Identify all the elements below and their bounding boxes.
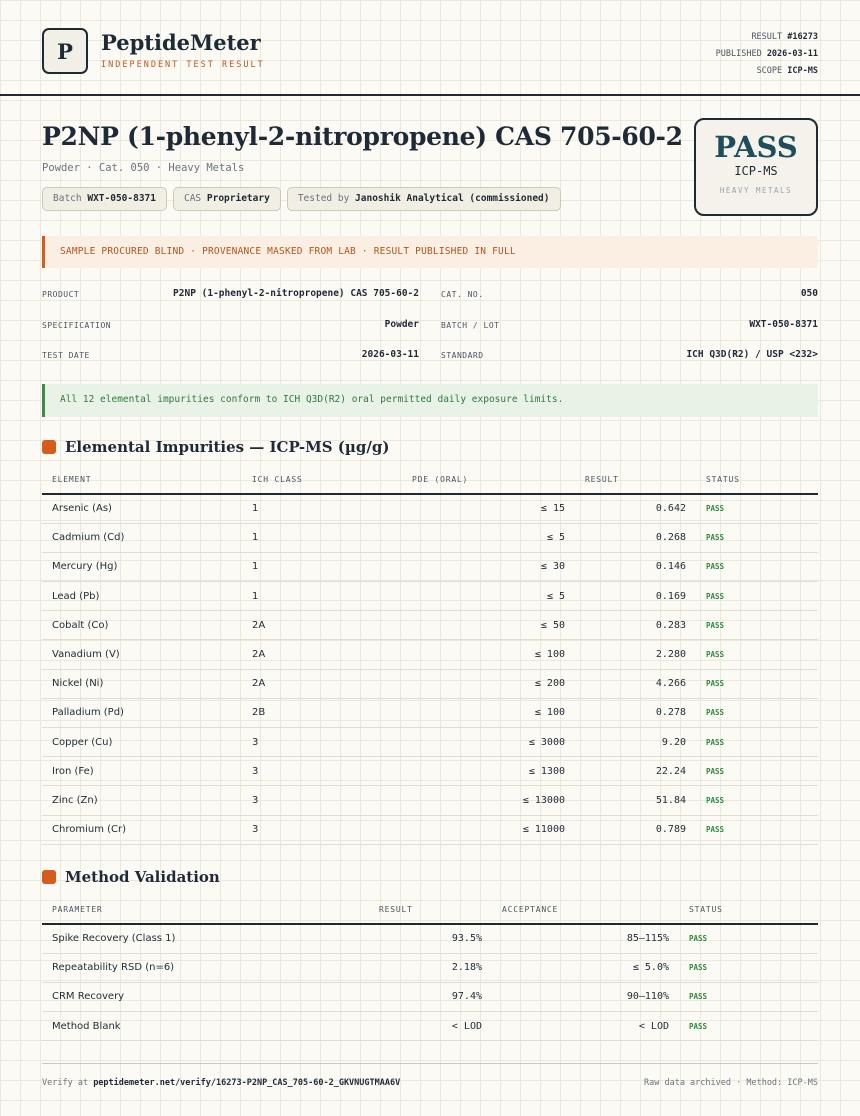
- ich-class: 3: [242, 757, 402, 786]
- result-value: 4.266: [575, 669, 696, 698]
- table-row: [42, 582, 818, 611]
- status-badge: PASS: [696, 640, 818, 669]
- chip-batch-value: WXT-050-8371: [87, 193, 156, 204]
- parameter-name: Method Blank: [42, 1012, 369, 1041]
- pde-limit: ≤ 15: [402, 494, 575, 523]
- status-badge: PASS: [696, 786, 818, 815]
- parameter-name: Spike Recovery (Class 1): [42, 924, 369, 953]
- result-value: 2.280: [575, 640, 696, 669]
- impurities-header-row: [42, 466, 818, 494]
- section-marker-icon: [42, 870, 56, 884]
- info-row: [42, 347, 818, 367]
- pde-limit: ≤ 100: [402, 640, 575, 669]
- info-label-test-date: TEST DATE: [42, 351, 90, 360]
- element-name: Cobalt (Co): [42, 611, 242, 640]
- pde-limit: ≤ 3000: [402, 728, 575, 757]
- col-parameter: PARAMETER: [42, 896, 369, 924]
- chip-tested-by: [287, 187, 561, 211]
- status-badge: PASS: [696, 523, 818, 552]
- table-row: [42, 953, 818, 982]
- info-label-standard: STANDARD: [441, 351, 484, 360]
- table-row: [42, 982, 818, 1011]
- ich-class: 3: [242, 815, 402, 844]
- result-value: 0.642: [575, 494, 696, 523]
- table-row: [42, 640, 818, 669]
- meta-scope-label: SCOPE: [756, 66, 783, 76]
- meta-scope: [716, 63, 818, 80]
- validation-result: 97.4%: [369, 982, 492, 1011]
- product-subtitle: Powder · Cat. 050 · Heavy Metals: [42, 162, 245, 174]
- acceptance-range: < LOD: [492, 1012, 679, 1041]
- element-name: Iron (Fe): [42, 757, 242, 786]
- badge-scope: HEAVY METALS: [719, 186, 793, 195]
- pde-limit: ≤ 30: [402, 552, 575, 581]
- element-name: Arsenic (As): [42, 494, 242, 523]
- verify-link[interactable]: peptidemeter.net/verify/16273-P2NP_CAS_705-60-2_GKVNUGTMAA6V: [93, 1078, 401, 1088]
- ich-class: 2A: [242, 640, 402, 669]
- chip-cas-value: Proprietary: [206, 193, 270, 204]
- parameter-name: Repeatability RSD (n=6): [42, 953, 369, 982]
- table-row: [42, 728, 818, 757]
- validation-result: < LOD: [369, 1012, 492, 1041]
- pde-limit: ≤ 5: [402, 582, 575, 611]
- ich-class: 1: [242, 582, 402, 611]
- info-row: [42, 317, 818, 337]
- ich-class: 1: [242, 494, 402, 523]
- col-acceptance: ACCEPTANCE: [492, 896, 679, 924]
- element-name: Palladium (Pd): [42, 698, 242, 727]
- meta-result: [716, 29, 818, 46]
- ich-class: 2A: [242, 669, 402, 698]
- product-title: P2NP (1-phenyl-2-nitropropene) CAS 705-60-2: [42, 122, 683, 151]
- table-row: [42, 523, 818, 552]
- table-row: [42, 757, 818, 786]
- meta-published-value: 2026-03-11: [766, 49, 818, 59]
- status-badge: PASS: [696, 757, 818, 786]
- element-name: Copper (Cu): [42, 728, 242, 757]
- pde-limit: ≤ 200: [402, 669, 575, 698]
- validation-result: 93.5%: [369, 924, 492, 953]
- result-value: 22.24: [575, 757, 696, 786]
- parameter-name: CRM Recovery: [42, 982, 369, 1011]
- col-validation-result: RESULT: [369, 896, 492, 924]
- meta-result-label: RESULT: [751, 32, 783, 42]
- col-element: ELEMENT: [42, 466, 242, 494]
- element-name: Mercury (Hg): [42, 552, 242, 581]
- status-badge: PASS: [679, 924, 818, 953]
- verify-prefix: Verify at: [42, 1078, 89, 1088]
- conformance-notice: All 12 elemental impurities conform to ICH Q3D(R2) oral permitted daily exposure limits.: [42, 384, 818, 417]
- info-value-standard: ICH Q3D(R2) / USP <232>: [686, 349, 818, 360]
- col-ich-class: ICH CLASS: [242, 466, 402, 494]
- chip-batch-label: Batch: [53, 193, 82, 204]
- impurities-table: [42, 466, 818, 845]
- element-name: Zinc (Zn): [42, 786, 242, 815]
- pde-limit: ≤ 11000: [402, 815, 575, 844]
- page-footer: [42, 1063, 818, 1088]
- status-badge: PASS: [696, 494, 818, 523]
- product-chips: [42, 187, 561, 211]
- status-badge: PASS: [696, 728, 818, 757]
- provenance-notice: SAMPLE PROCURED BLIND · PROVENANCE MASKED FROM LAB · RESULT PUBLISHED IN FULL: [42, 236, 818, 268]
- acceptance-range: ≤ 5.0%: [492, 953, 679, 982]
- brand-name: PeptideMeter: [101, 30, 261, 55]
- chip-batch: [42, 187, 167, 211]
- brand-logo[interactable]: P: [42, 28, 88, 74]
- table-row: [42, 611, 818, 640]
- table-row: [42, 1012, 818, 1041]
- validation-table: [42, 896, 818, 1041]
- info-value-test-date: 2026-03-11: [361, 349, 419, 360]
- badge-verdict: PASS: [714, 130, 798, 164]
- status-badge: PASS: [696, 698, 818, 727]
- meta-published-label: PUBLISHED: [715, 49, 762, 59]
- status-badge: PASS: [696, 611, 818, 640]
- table-row: [42, 698, 818, 727]
- acceptance-range: 90–110%: [492, 982, 679, 1011]
- table-row: [42, 552, 818, 581]
- ich-class: 1: [242, 523, 402, 552]
- result-value: 0.268: [575, 523, 696, 552]
- status-badge: PASS: [696, 669, 818, 698]
- info-value-specification: Powder: [384, 319, 419, 330]
- pass-badge: [694, 118, 818, 216]
- element-name: Cadmium (Cd): [42, 523, 242, 552]
- chip-tested-by-value: Janoshik Analytical (commissioned): [355, 193, 550, 204]
- impurities-title: Elemental Impurities — ICP-MS (µg/g): [65, 438, 390, 456]
- result-value: 0.278: [575, 698, 696, 727]
- result-meta: [716, 29, 818, 80]
- impurities-heading: [42, 438, 389, 456]
- info-row: [42, 286, 818, 306]
- table-row: [42, 786, 818, 815]
- table-row: [42, 924, 818, 953]
- ich-class: 3: [242, 728, 402, 757]
- pde-limit: ≤ 1300: [402, 757, 575, 786]
- element-name: Nickel (Ni): [42, 669, 242, 698]
- validation-header-row: [42, 896, 818, 924]
- info-value-product: P2NP (1-phenyl-2-nitropropene) CAS 705-60-2: [173, 288, 419, 299]
- result-value: 9.20: [575, 728, 696, 757]
- chip-cas-label: CAS: [183, 193, 202, 204]
- meta-result-value: #16273: [787, 32, 818, 42]
- pde-limit: ≤ 100: [402, 698, 575, 727]
- brand-tagline: INDEPENDENT TEST RESULT: [101, 60, 265, 70]
- status-badge: PASS: [679, 1012, 818, 1041]
- info-value-batch: WXT-050-8371: [749, 319, 818, 330]
- chip-cas: [173, 187, 281, 211]
- footer-archive-note: Raw data archived · Method: ICP-MS: [644, 1078, 818, 1088]
- col-validation-status: STATUS: [679, 896, 818, 924]
- status-badge: PASS: [696, 815, 818, 844]
- result-value: 51.84: [575, 786, 696, 815]
- pde-limit: ≤ 13000: [402, 786, 575, 815]
- info-label-cat-no: CAT. NO.: [441, 290, 484, 299]
- result-value: 0.146: [575, 552, 696, 581]
- col-result: RESULT: [575, 466, 696, 494]
- status-badge: PASS: [696, 552, 818, 581]
- ich-class: 2B: [242, 698, 402, 727]
- status-badge: PASS: [679, 982, 818, 1011]
- chip-tested-by-label: Tested by: [297, 193, 350, 204]
- validation-result: 2.18%: [369, 953, 492, 982]
- status-badge: PASS: [696, 582, 818, 611]
- result-value: 0.169: [575, 582, 696, 611]
- pde-limit: ≤ 50: [402, 611, 575, 640]
- meta-scope-value: ICP-MS: [787, 66, 818, 76]
- validation-heading: [42, 868, 220, 886]
- validation-title: Method Validation: [65, 868, 220, 886]
- col-pde: PDE (ORAL): [402, 466, 575, 494]
- badge-method: ICP-MS: [734, 164, 778, 178]
- page-header: [0, 0, 860, 96]
- status-badge: PASS: [679, 953, 818, 982]
- pde-limit: ≤ 5: [402, 523, 575, 552]
- info-label-product: PRODUCT: [42, 290, 80, 299]
- ich-class: 1: [242, 552, 402, 581]
- ich-class: 3: [242, 786, 402, 815]
- section-marker-icon: [42, 440, 56, 454]
- table-row: [42, 669, 818, 698]
- info-label-specification: SPECIFICATION: [42, 321, 112, 330]
- acceptance-range: 85–115%: [492, 924, 679, 953]
- info-label-batch: BATCH / LOT: [441, 321, 500, 330]
- table-row: [42, 815, 818, 844]
- result-value: 0.789: [575, 815, 696, 844]
- info-value-cat-no: 050: [800, 288, 818, 299]
- meta-published: [716, 46, 818, 63]
- element-name: Chromium (Cr): [42, 815, 242, 844]
- element-name: Lead (Pb): [42, 582, 242, 611]
- element-name: Vanadium (V): [42, 640, 242, 669]
- ich-class: 2A: [242, 611, 402, 640]
- table-row: [42, 494, 818, 523]
- result-value: 0.283: [575, 611, 696, 640]
- col-status: STATUS: [696, 466, 818, 494]
